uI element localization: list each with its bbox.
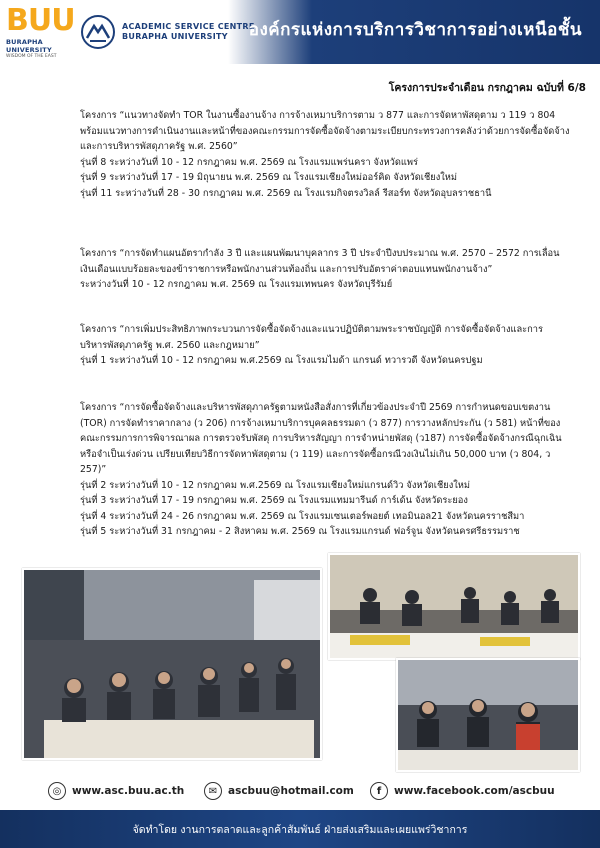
project-session: รุ่นที่ 9 ระหว่างวันที่ 17 - 19 มิถุนายน พ.ศ. 2569 ณ โรงแรมเชียงใหม่ออร์คิด จังหวัดเชียงใหม่ <box>80 172 458 183</box>
globe-icon: ◎ <box>48 782 66 800</box>
centre-name-line2: BURAPHA UNIVERSITY <box>122 32 228 41</box>
contact-bar <box>0 780 600 802</box>
email-icon: ✉ <box>204 782 222 800</box>
facebook-link[interactable]: www.facebook.com/ascbuu <box>394 785 555 797</box>
centre-name-line1: ACADEMIC SERVICE CENTRE <box>122 22 255 31</box>
buu-logo-motto: WISDOM OF THE EAST <box>6 54 57 59</box>
project-session: รุ่นที่ 1 ระหว่างวันที่ 10 - 12 กรกฎาคม พ.ศ.2569 ณ โรงแรมไมด้า แกรนด์ ทวารวดี จังหวัดนครปฐม <box>80 355 483 366</box>
email-link[interactable]: ascbuu@hotmail.com <box>228 785 354 797</box>
project-session: ระหว่างวันที่ 10 - 12 กรกฎาคม พ.ศ. 2569 ณ โรงแรมเทพนคร จังหวัดบุรีรัมย์ <box>80 279 393 290</box>
website-contact[interactable] <box>48 780 184 802</box>
email-contact[interactable] <box>204 780 354 802</box>
seminar-photo-speakers <box>328 553 580 660</box>
seminar-photo-participants <box>396 658 580 772</box>
facebook-contact[interactable] <box>370 780 555 802</box>
buu-logo <box>6 3 75 59</box>
project-block-4 <box>40 400 570 540</box>
project-block-3 <box>40 322 570 369</box>
project-title: โครงการ “การเพิ่มประสิทธิภาพกระบวนการจัดซื้อจัดจ้างและแนวปฏิบัติตามพระราชบัญญัติ การจัดซื้อจัดจ้างและการบริหารพัสดุภาครัฐ พ.ศ. 2560 และกฎหมาย” <box>80 324 544 351</box>
project-block-2 <box>40 246 570 293</box>
project-session: รุ่นที่ 4 ระหว่างวันที่ 24 - 26 กรกฎาคม พ.ศ. 2569 ณ โรงแรมเซนเตอร์พอยต์ เทอมินอล21 จังหวัดนครราชสีมา <box>80 510 525 522</box>
project-session: รุ่นที่ 2 ระหว่างวันที่ 10 - 12 กรกฎาคม พ.ศ.2569 ณ โรงแรมเชียงใหม่แกรนด์วิว จังหวัดเชียงใหม่ <box>80 479 471 491</box>
header-tagline: องค์กรแห่งการบริการวิชาการอย่างเหนือชั้น <box>248 20 582 40</box>
issue-title: โครงการประจำเดือน กรกฎาคม ฉบับที่ 6/8 <box>388 82 586 94</box>
project-session: รุ่นที่ 8 ระหว่างวันที่ 10 - 12 กรกฎาคม พ.ศ. 2569 ณ โรงแรมแพร่นครา จังหวัดแพร่ <box>80 156 419 168</box>
asc-logo-icon <box>80 14 116 50</box>
project-block-1 <box>40 108 570 201</box>
page-header <box>0 0 600 64</box>
facebook-icon: f <box>370 782 388 800</box>
centre-name <box>122 22 255 42</box>
buu-logo-subtitle: BURAPHA UNIVERSITY <box>6 38 52 54</box>
project-session: รุ่นที่ 3 ระหว่างวันที่ 17 - 19 กรกฎาคม พ.ศ. 2569 ณ โรงแรมแทมมารีนด์ การ์เด้น จังหวัดระยอง <box>80 495 468 506</box>
website-link[interactable]: www.asc.buu.ac.th <box>72 785 185 797</box>
project-session: รุ่นที่ 11 ระหว่างวันที่ 28 - 30 กรกฎาคม พ.ศ. 2569 ณ โรงแรมกิจตรงวิลล์ รีสอร์ท จังหวัดอุบลราชธานี <box>80 187 492 199</box>
footer-credit: จัดทำโดย งานการตลาดและลูกค้าสัมพันธ์ ฝ่ายส่งเสริมและเผยแพร่วิชาการ <box>132 824 468 836</box>
project-session: รุ่นที่ 5 ระหว่างวันที่ 31 กรกฎาคม - 2 สิงหาคม พ.ศ. 2569 ณ โรงแรมแกรนด์ ฟอร์จูน จังหวัดนครศรีธรรมราช <box>80 526 520 537</box>
footer-bar <box>0 810 600 848</box>
project-title: โครงการ “แนวทางจัดทำ TOR ในงานซื้องานจ้าง การจ้างเหมาบริการตาม ว 877 และการจัดหาพัสดุตาม ว 119 ว 804 พร้อมแนวทางการดำเนินงานและหน้าที่ของคณะกรรมการจัดซื้อจัดจ้างตามระเบียบกระทรวงการคลังว่าด้วยการจัดซื้อจัดจ้างและการบริหารพัสดุภาครัฐ พ.ศ. 2560” <box>80 110 570 152</box>
project-title: โครงการ “การจัดทำแผนอัตรากำลัง 3 ปี และแผนพัฒนาบุคลากร 3 ปี ประจำปีงบประมาณ พ.ศ. 2570 – 2572 การเลื่อนเงินเดือนแบบร้อยละของข้าราชการหรือพนักงานส่วนท้องถิ่น และการปรับอัตราค่าตอบแทนพนักงานจ้าง” <box>80 248 560 275</box>
project-title: โครงการ “การจัดซื้อจัดจ้างและบริหารพัสดุภาครัฐตามหนังสือสั่งการที่เกี่ยวข้องประจำปี 2569 การกำหนดขอบเขตงาน (TOR) การจัดทำราคากลาง (ว 206) การจ้างเหมาบริการบุคคลธรรมดา (ว 877) การวางหลักประกัน (ว 581) หน้าที่ของคณะกรรมการการพิจารณาผล การตรวจรับพัสดุ การบริหารสัญญา การจำหน่ายพัสดุ (ว187) การจัดซื้อจัดจ้างกรณีฉุกเฉินหรือจำเป็นเร่งด่วน เปรียบเทียบวิธีการจัดหาพัสดุตาม (ว 119) และการจัดซื้อกรณีวงเงินไม่เกิน 50,000 บาท (ว 804, ว 257)” <box>80 402 562 475</box>
buu-logo-text: BUU <box>6 3 75 38</box>
seminar-photo-audience <box>22 568 322 760</box>
